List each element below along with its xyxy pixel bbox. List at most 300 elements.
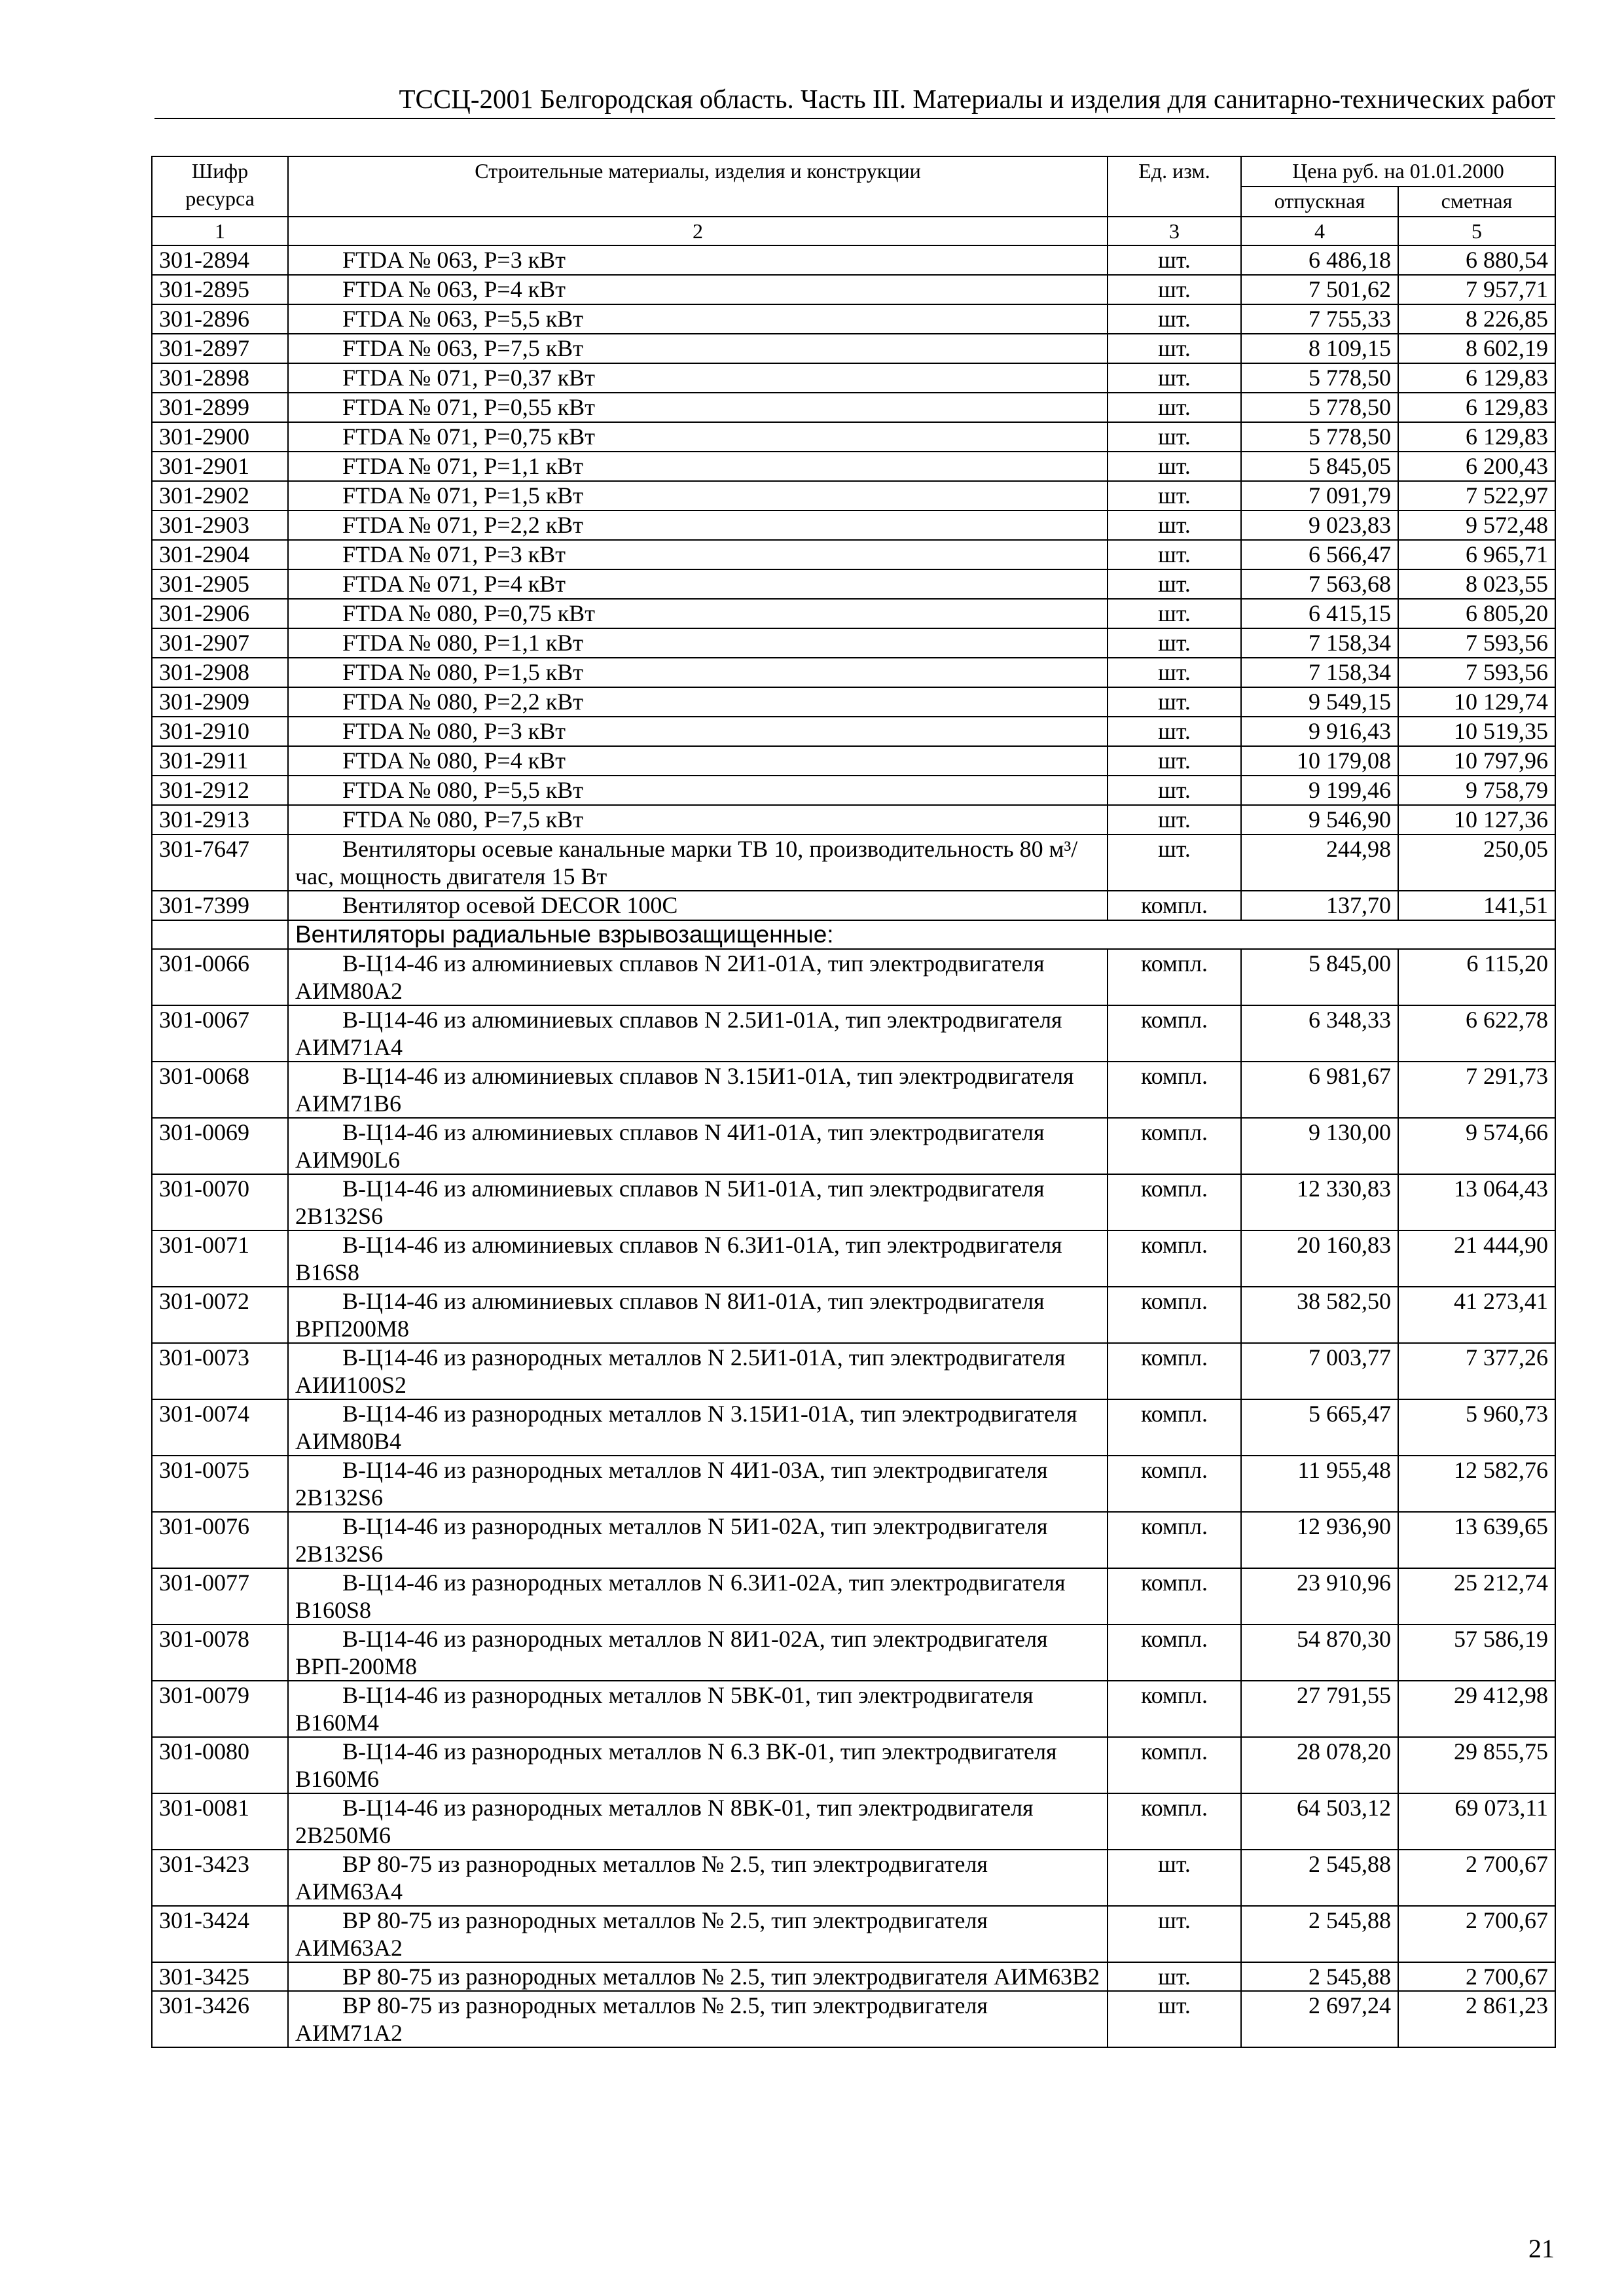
column-number: 1	[152, 217, 288, 245]
header-rule	[154, 118, 1555, 119]
item-name-text: Вентилятор осевой DECOR 100C	[342, 892, 678, 918]
table-row	[152, 481, 1555, 511]
table-row	[152, 1906, 1555, 1962]
estimate-price: 7 291,73	[1398, 1062, 1555, 1118]
unit-of-measure: компл.	[1108, 1793, 1241, 1850]
table-row	[152, 628, 1555, 658]
estimate-price: 6 129,83	[1398, 363, 1555, 393]
release-price: 20 160,83	[1241, 1230, 1398, 1287]
column-number-row	[152, 217, 1555, 245]
header-release-price: отпускная	[1241, 187, 1398, 217]
unit-of-measure: шт.	[1108, 1991, 1241, 2047]
release-price: 7 003,77	[1241, 1343, 1398, 1399]
item-name-text: В-Ц14-46 из алюминиевых сплавов N 3.15И1-01А, тип электродвигателя АИМ71В6	[295, 1063, 1074, 1117]
estimate-price: 6 880,54	[1398, 245, 1555, 275]
estimate-price: 2 861,23	[1398, 1991, 1555, 2047]
item-name	[288, 1005, 1108, 1062]
table-row	[152, 363, 1555, 393]
item-name	[288, 1624, 1108, 1681]
unit-of-measure: шт.	[1108, 304, 1241, 334]
item-name-text: Вентиляторы осевые канальные марки ТВ 10, производительность 80 м³/час, мощность двигателя 15 Вт	[295, 836, 1078, 889]
unit-of-measure: шт.	[1108, 628, 1241, 658]
item-name	[288, 1850, 1108, 1906]
item-name	[288, 834, 1108, 891]
release-price: 7 755,33	[1241, 304, 1398, 334]
item-name	[288, 687, 1108, 717]
item-name	[288, 628, 1108, 658]
estimate-price: 41 273,41	[1398, 1287, 1555, 1343]
column-number: 2	[288, 217, 1108, 245]
resource-code: 301-2904	[152, 540, 288, 569]
unit-of-measure: компл.	[1108, 1174, 1241, 1230]
item-name-text: ВР 80-75 из разнородных металлов № 2.5, тип электродвигателя АИМ63А4	[295, 1851, 988, 1905]
resource-code: 301-7647	[152, 834, 288, 891]
item-name-text: В-Ц14-46 из разнородных металлов N 5И1-02А, тип электродвигателя 2В132S6	[295, 1513, 1048, 1567]
resource-code: 301-2899	[152, 393, 288, 422]
item-name-text: FTDA № 071, Р=1,1 кВт	[342, 453, 583, 479]
table-row	[152, 245, 1555, 275]
item-name-text: В-Ц14-46 из алюминиевых сплавов N 2И1-01А, тип электродвигателя АИМ80А2	[295, 950, 1045, 1004]
release-price: 38 582,50	[1241, 1287, 1398, 1343]
estimate-price: 7 957,71	[1398, 275, 1555, 304]
table-row	[152, 746, 1555, 776]
table-row	[152, 1230, 1555, 1287]
unit-of-measure: шт.	[1108, 452, 1241, 481]
item-name	[288, 1118, 1108, 1174]
table-row	[152, 1005, 1555, 1062]
table-row	[152, 1962, 1555, 1991]
table-row	[152, 1174, 1555, 1230]
column-number: 3	[1108, 217, 1241, 245]
table-row	[152, 1287, 1555, 1343]
estimate-price: 13 639,65	[1398, 1512, 1555, 1568]
unit-of-measure: шт.	[1108, 1850, 1241, 1906]
unit-of-measure: шт.	[1108, 658, 1241, 687]
resource-code: 301-0071	[152, 1230, 288, 1287]
estimate-price: 10 797,96	[1398, 746, 1555, 776]
item-name-text: FTDA № 080, Р=0,75 кВт	[342, 600, 595, 626]
estimate-price: 9 574,66	[1398, 1118, 1555, 1174]
unit-of-measure: шт.	[1108, 363, 1241, 393]
item-name	[288, 363, 1108, 393]
item-name-text: В-Ц14-46 из разнородных металлов N 6.3И1-02А, тип электродвигателя В160S8	[295, 1570, 1066, 1623]
estimate-price: 7 522,97	[1398, 481, 1555, 511]
table-row	[152, 1793, 1555, 1850]
release-price: 5 778,50	[1241, 363, 1398, 393]
item-name-text: FTDA № 080, Р=1,5 кВт	[342, 659, 583, 685]
item-name-text: В-Ц14-46 из разнородных металлов N 8ВК-01, тип электродвигателя 2В250М6	[295, 1795, 1034, 1848]
page-number: 21	[1528, 2234, 1555, 2263]
table-row	[152, 1624, 1555, 1681]
resource-code: 301-0081	[152, 1793, 288, 1850]
resource-code: 301-7399	[152, 891, 288, 920]
resource-code: 301-2900	[152, 422, 288, 452]
estimate-price: 9 758,79	[1398, 776, 1555, 805]
estimate-price: 10 127,36	[1398, 805, 1555, 834]
item-name-text: FTDA № 071, Р=2,2 кВт	[342, 512, 583, 538]
header-code: Шифр ресурса	[152, 156, 288, 217]
item-name-text: В-Ц14-46 из алюминиевых сплавов N 8И1-01А, тип электродвигателя ВРП200М8	[295, 1288, 1045, 1342]
estimate-price: 6 115,20	[1398, 949, 1555, 1005]
unit-of-measure: шт.	[1108, 569, 1241, 599]
table-row	[152, 1118, 1555, 1174]
estimate-price: 69 073,11	[1398, 1793, 1555, 1850]
unit-of-measure: компл.	[1108, 1568, 1241, 1624]
item-name	[288, 569, 1108, 599]
release-price: 64 503,12	[1241, 1793, 1398, 1850]
item-name	[288, 1793, 1108, 1850]
unit-of-measure: компл.	[1108, 891, 1241, 920]
estimate-price: 2 700,67	[1398, 1850, 1555, 1906]
table-row	[152, 949, 1555, 1005]
table-row	[152, 834, 1555, 891]
release-price: 28 078,20	[1241, 1737, 1398, 1793]
item-name-text: FTDA № 080, Р=1,1 кВт	[342, 630, 583, 656]
release-price: 9 549,15	[1241, 687, 1398, 717]
resource-code: 301-0078	[152, 1624, 288, 1681]
release-price: 5 845,05	[1241, 452, 1398, 481]
resource-code: 301-0069	[152, 1118, 288, 1174]
item-name	[288, 422, 1108, 452]
resource-code: 301-3423	[152, 1850, 288, 1906]
item-name	[288, 658, 1108, 687]
item-name-text: FTDA № 063, Р=5,5 кВт	[342, 306, 583, 332]
unit-of-measure: компл.	[1108, 1737, 1241, 1793]
release-price: 2 545,88	[1241, 1906, 1398, 1962]
item-name	[288, 949, 1108, 1005]
resource-code: 301-2902	[152, 481, 288, 511]
item-name	[288, 1230, 1108, 1287]
release-price: 7 563,68	[1241, 569, 1398, 599]
item-name-text: FTDA № 080, Р=5,5 кВт	[342, 777, 583, 803]
resource-code: 301-2908	[152, 658, 288, 687]
table-row	[152, 452, 1555, 481]
item-name	[288, 1991, 1108, 2047]
item-name	[288, 452, 1108, 481]
item-name-text: В-Ц14-46 из разнородных металлов N 8И1-02А, тип электродвигателя ВРП-200М8	[295, 1626, 1048, 1679]
table-row	[152, 1737, 1555, 1793]
item-name-text: FTDA № 080, Р=3 кВт	[342, 718, 566, 744]
unit-of-measure: компл.	[1108, 1230, 1241, 1287]
release-price: 5 778,50	[1241, 393, 1398, 422]
estimate-price: 57 586,19	[1398, 1624, 1555, 1681]
table-row	[152, 1850, 1555, 1906]
release-price: 6 566,47	[1241, 540, 1398, 569]
table-row	[152, 511, 1555, 540]
table-row	[152, 540, 1555, 569]
unit-of-measure: шт.	[1108, 275, 1241, 304]
unit-of-measure: шт.	[1108, 834, 1241, 891]
resource-code: 301-0072	[152, 1287, 288, 1343]
release-price: 6 415,15	[1241, 599, 1398, 628]
release-price: 2 545,88	[1241, 1850, 1398, 1906]
resource-code: 301-2905	[152, 569, 288, 599]
resource-code: 301-2903	[152, 511, 288, 540]
resource-code: 301-3424	[152, 1906, 288, 1962]
estimate-price: 7 593,56	[1398, 658, 1555, 687]
unit-of-measure: шт.	[1108, 334, 1241, 363]
unit-of-measure: компл.	[1108, 1681, 1241, 1737]
estimate-price: 6 129,83	[1398, 393, 1555, 422]
header-price: Цена руб. на 01.01.2000	[1241, 156, 1555, 187]
item-name	[288, 511, 1108, 540]
item-name	[288, 540, 1108, 569]
resource-code: 301-2911	[152, 746, 288, 776]
unit-of-measure: компл.	[1108, 1118, 1241, 1174]
item-name	[288, 275, 1108, 304]
resource-code: 301-2894	[152, 245, 288, 275]
estimate-price: 7 377,26	[1398, 1343, 1555, 1399]
release-price: 9 023,83	[1241, 511, 1398, 540]
table-row	[152, 1991, 1555, 2047]
item-name-text: В-Ц14-46 из алюминиевых сплавов N 5И1-01А, тип электродвигателя 2В132S6	[295, 1175, 1045, 1229]
item-name	[288, 1962, 1108, 1991]
item-name-text: В-Ц14-46 из разнородных металлов N 3.15И1-01А, тип электродвигателя АИМ80В4	[295, 1401, 1077, 1454]
resource-code: 301-2913	[152, 805, 288, 834]
item-name-text: FTDA № 063, Р=4 кВт	[342, 276, 566, 302]
item-name-text: FTDA № 071, Р=3 кВт	[342, 541, 566, 567]
section-blank-cell	[152, 920, 288, 949]
item-name-text: В-Ц14-46 из алюминиевых сплавов N 6.3И1-01А, тип электродвигателя В16S8	[295, 1232, 1062, 1285]
release-price: 6 348,33	[1241, 1005, 1398, 1062]
unit-of-measure: компл.	[1108, 1512, 1241, 1568]
table-header	[152, 156, 1555, 217]
item-name-text: В-Ц14-46 из разнородных металлов N 5ВК-01, тип электродвигателя В160М4	[295, 1682, 1034, 1736]
estimate-price: 8 602,19	[1398, 334, 1555, 363]
item-name	[288, 1512, 1108, 1568]
table-row	[152, 1456, 1555, 1512]
column-number: 5	[1398, 217, 1555, 245]
item-name	[288, 599, 1108, 628]
unit-of-measure: шт.	[1108, 746, 1241, 776]
table-row	[152, 275, 1555, 304]
item-name	[288, 304, 1108, 334]
resource-code: 301-2909	[152, 687, 288, 717]
release-price: 8 109,15	[1241, 334, 1398, 363]
release-price: 7 158,34	[1241, 658, 1398, 687]
unit-of-measure: шт.	[1108, 1962, 1241, 1991]
unit-of-measure: компл.	[1108, 1005, 1241, 1062]
estimate-price: 29 412,98	[1398, 1681, 1555, 1737]
item-name-text: В-Ц14-46 из разнородных металлов N 2.5И1-01А, тип электродвигателя АИИ100S2	[295, 1344, 1066, 1398]
estimate-price: 25 212,74	[1398, 1568, 1555, 1624]
table-row	[152, 1568, 1555, 1624]
estimate-price: 8 023,55	[1398, 569, 1555, 599]
unit-of-measure: компл.	[1108, 949, 1241, 1005]
resource-code: 301-0067	[152, 1005, 288, 1062]
resource-code: 301-0070	[152, 1174, 288, 1230]
release-price: 2 545,88	[1241, 1962, 1398, 1991]
unit-of-measure: шт.	[1108, 717, 1241, 746]
unit-of-measure: компл.	[1108, 1343, 1241, 1399]
resource-code: 301-2910	[152, 717, 288, 746]
unit-of-measure: шт.	[1108, 1906, 1241, 1962]
estimate-price: 12 582,76	[1398, 1456, 1555, 1512]
item-name-text: ВР 80-75 из разнородных металлов № 2.5, тип электродвигателя АИМ63В2	[342, 1964, 1100, 1990]
item-name-text: В-Ц14-46 из разнородных металлов N 4И1-03А, тип электродвигателя 2В132S6	[295, 1457, 1048, 1511]
estimate-price: 250,05	[1398, 834, 1555, 891]
estimate-price: 8 226,85	[1398, 304, 1555, 334]
item-name	[288, 1399, 1108, 1456]
item-name	[288, 1681, 1108, 1737]
resource-code: 301-0068	[152, 1062, 288, 1118]
resource-code: 301-2907	[152, 628, 288, 658]
section-row	[152, 920, 1555, 949]
release-price: 9 546,90	[1241, 805, 1398, 834]
release-price: 7 158,34	[1241, 628, 1398, 658]
release-price: 137,70	[1241, 891, 1398, 920]
release-price: 2 697,24	[1241, 1991, 1398, 2047]
unit-of-measure: шт.	[1108, 540, 1241, 569]
item-name	[288, 1456, 1108, 1512]
item-name	[288, 481, 1108, 511]
table-row	[152, 569, 1555, 599]
table-row	[152, 599, 1555, 628]
resource-code: 301-2895	[152, 275, 288, 304]
item-name-text: FTDA № 071, Р=1,5 кВт	[342, 482, 583, 509]
estimate-price: 5 960,73	[1398, 1399, 1555, 1456]
release-price: 9 916,43	[1241, 717, 1398, 746]
page-header	[154, 80, 1555, 119]
item-name-text: ВР 80-75 из разнородных металлов № 2.5, тип электродвигателя АИМ63А2	[295, 1907, 988, 1961]
item-name-text: ВР 80-75 из разнородных металлов № 2.5, тип электродвигателя АИМ71А2	[295, 1992, 988, 2046]
estimate-price: 9 572,48	[1398, 511, 1555, 540]
item-name-text: FTDA № 071, Р=0,75 кВт	[342, 423, 595, 450]
resource-code: 301-0066	[152, 949, 288, 1005]
estimate-price: 7 593,56	[1398, 628, 1555, 658]
item-name-text: FTDA № 080, Р=4 кВт	[342, 747, 566, 774]
release-price: 7 091,79	[1241, 481, 1398, 511]
header-unit: Ед. изм.	[1108, 156, 1241, 217]
item-name	[288, 805, 1108, 834]
unit-of-measure: компл.	[1108, 1287, 1241, 1343]
price-table	[151, 156, 1556, 2048]
release-price: 5 778,50	[1241, 422, 1398, 452]
unit-of-measure: шт.	[1108, 422, 1241, 452]
estimate-price: 10 519,35	[1398, 717, 1555, 746]
unit-of-measure: шт.	[1108, 687, 1241, 717]
header-name: Строительные материалы, изделия и конструкции	[288, 156, 1108, 217]
table-row	[152, 1681, 1555, 1737]
release-price: 9 199,46	[1241, 776, 1398, 805]
item-name	[288, 746, 1108, 776]
estimate-price: 2 700,67	[1398, 1962, 1555, 1991]
resource-code: 301-2912	[152, 776, 288, 805]
resource-code: 301-0079	[152, 1681, 288, 1737]
table-row	[152, 658, 1555, 687]
estimate-price: 21 444,90	[1398, 1230, 1555, 1287]
table-row	[152, 1399, 1555, 1456]
resource-code: 301-2906	[152, 599, 288, 628]
release-price: 9 130,00	[1241, 1118, 1398, 1174]
resource-code: 301-3426	[152, 1991, 288, 2047]
item-name	[288, 1062, 1108, 1118]
item-name	[288, 1343, 1108, 1399]
unit-of-measure: компл.	[1108, 1456, 1241, 1512]
item-name-text: FTDA № 071, Р=0,37 кВт	[342, 365, 595, 391]
resource-code: 301-2896	[152, 304, 288, 334]
table-row	[152, 334, 1555, 363]
release-price: 6 981,67	[1241, 1062, 1398, 1118]
release-price: 244,98	[1241, 834, 1398, 891]
item-name	[288, 891, 1108, 920]
unit-of-measure: шт.	[1108, 776, 1241, 805]
release-price: 27 791,55	[1241, 1681, 1398, 1737]
item-name-text: В-Ц14-46 из алюминиевых сплавов N 2.5И1-01А, тип электродвигателя АИМ71А4	[295, 1007, 1062, 1060]
header-estimate-price: сметная	[1398, 187, 1555, 217]
item-name	[288, 1568, 1108, 1624]
table-row	[152, 1512, 1555, 1568]
release-price: 12 936,90	[1241, 1512, 1398, 1568]
unit-of-measure: шт.	[1108, 805, 1241, 834]
item-name-text: FTDA № 063, Р=3 кВт	[342, 247, 566, 273]
table-body	[152, 217, 1555, 2047]
item-name	[288, 334, 1108, 363]
table-row	[152, 304, 1555, 334]
table-row	[152, 776, 1555, 805]
resource-code: 301-0074	[152, 1399, 288, 1456]
column-number: 4	[1241, 217, 1398, 245]
estimate-price: 10 129,74	[1398, 687, 1555, 717]
item-name	[288, 1287, 1108, 1343]
release-price: 5 845,00	[1241, 949, 1398, 1005]
table-row	[152, 805, 1555, 834]
table-row	[152, 717, 1555, 746]
release-price: 23 910,96	[1241, 1568, 1398, 1624]
item-name-text: В-Ц14-46 из алюминиевых сплавов N 4И1-01А, тип электродвигателя АИМ90L6	[295, 1119, 1045, 1173]
resource-code: 301-2901	[152, 452, 288, 481]
estimate-price: 13 064,43	[1398, 1174, 1555, 1230]
item-name	[288, 776, 1108, 805]
table-row	[152, 1343, 1555, 1399]
unit-of-measure: компл.	[1108, 1624, 1241, 1681]
unit-of-measure: шт.	[1108, 511, 1241, 540]
estimate-price: 6 200,43	[1398, 452, 1555, 481]
unit-of-measure: шт.	[1108, 599, 1241, 628]
table-row	[152, 393, 1555, 422]
unit-of-measure: компл.	[1108, 1399, 1241, 1456]
table-row	[152, 1062, 1555, 1118]
release-price: 7 501,62	[1241, 275, 1398, 304]
table-row	[152, 422, 1555, 452]
release-price: 12 330,83	[1241, 1174, 1398, 1230]
unit-of-measure: компл.	[1108, 1062, 1241, 1118]
estimate-price: 6 622,78	[1398, 1005, 1555, 1062]
resource-code: 301-3425	[152, 1962, 288, 1991]
estimate-price: 29 855,75	[1398, 1737, 1555, 1793]
estimate-price: 6 965,71	[1398, 540, 1555, 569]
estimate-price: 6 805,20	[1398, 599, 1555, 628]
resource-code: 301-0076	[152, 1512, 288, 1568]
item-name-text: FTDA № 071, Р=0,55 кВт	[342, 394, 595, 420]
table-row	[152, 891, 1555, 920]
item-name-text: FTDA № 063, Р=7,5 кВт	[342, 335, 583, 361]
item-name	[288, 1737, 1108, 1793]
item-name	[288, 1906, 1108, 1962]
item-name	[288, 393, 1108, 422]
release-price: 10 179,08	[1241, 746, 1398, 776]
release-price: 11 955,48	[1241, 1456, 1398, 1512]
item-name-text: В-Ц14-46 из разнородных металлов N 6.3 ВК-01, тип электродвигателя В160М6	[295, 1738, 1057, 1792]
resource-code: 301-0075	[152, 1456, 288, 1512]
estimate-price: 2 700,67	[1398, 1906, 1555, 1962]
document-title: ТССЦ-2001 Белгородская область. Часть III. Материалы и изделия для санитарно-технических работ	[399, 84, 1555, 114]
release-price: 54 870,30	[1241, 1624, 1398, 1681]
unit-of-measure: шт.	[1108, 245, 1241, 275]
unit-of-measure: шт.	[1108, 393, 1241, 422]
item-name-text: FTDA № 071, Р=4 кВт	[342, 571, 566, 597]
resource-code: 301-2898	[152, 363, 288, 393]
